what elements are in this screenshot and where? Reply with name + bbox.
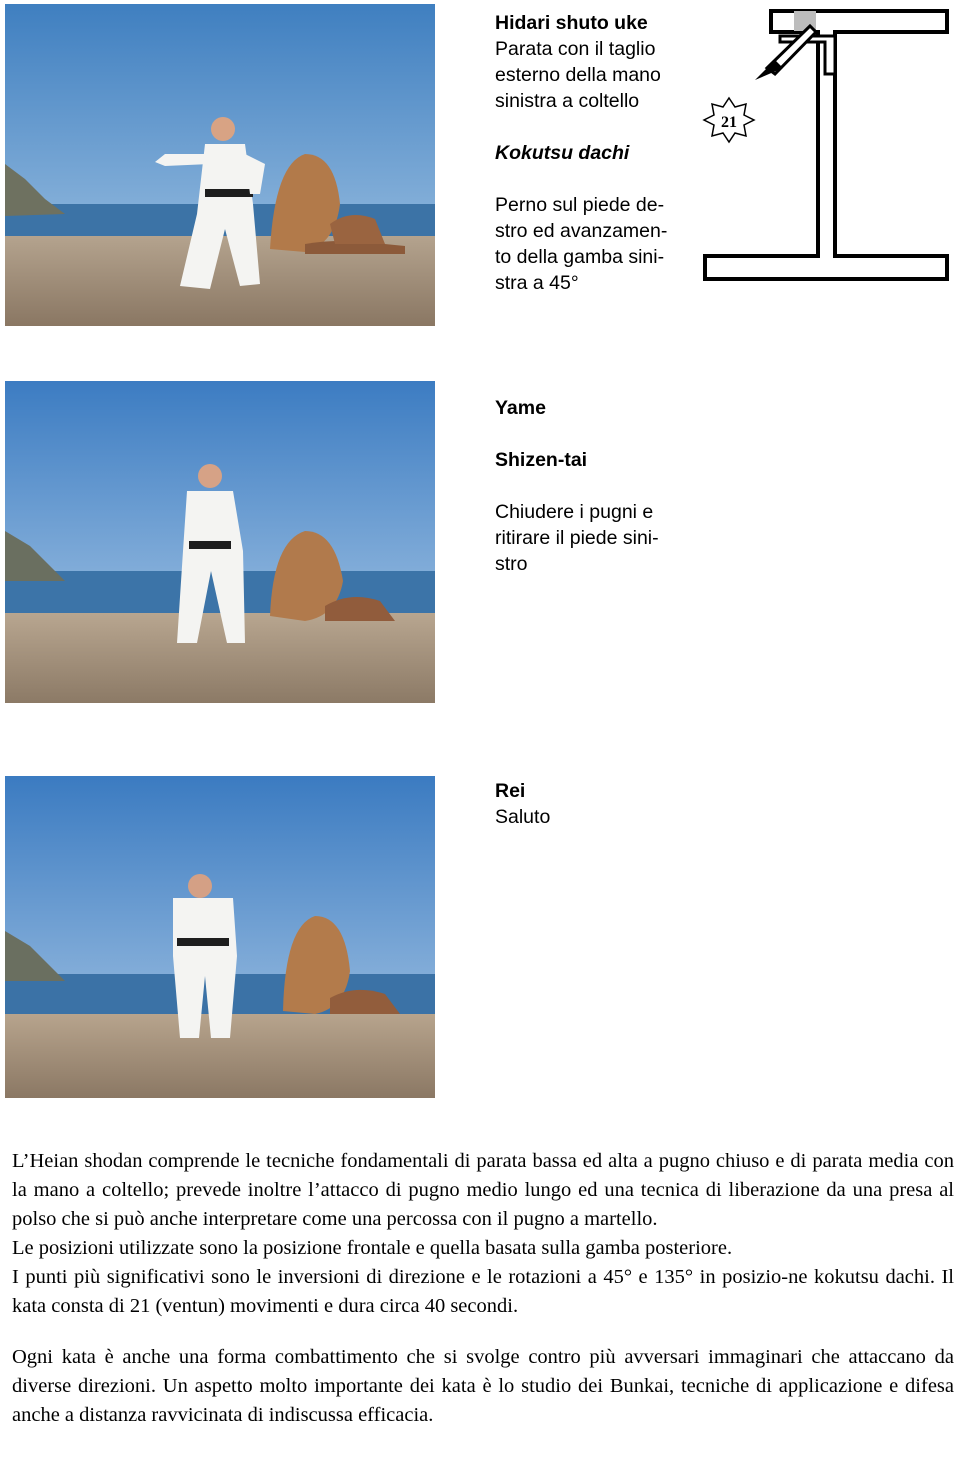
photo-rei xyxy=(5,776,435,1098)
step-1-description: Perno sul piede de-stro ed avanzamen-to della gamba sini-stra a 45° xyxy=(495,194,668,294)
paragraph-positions: Le posizioni utilizzate sono la posizione frontale e quella basata sulla gamba posteriore. xyxy=(12,1237,733,1259)
step-2-caption xyxy=(495,395,695,577)
step-1-subtitle: Parata con il taglio esterno della mano sinistra a coltello xyxy=(495,38,661,112)
paragraph-key-points: I punti più significativi sono le inversioni di direzione e le rotazioni a 45° e 135° in posizio-ne kokutsu dachi. Il kata consta di 21 (ventun) movimenti e dura circa 40 secondi. xyxy=(12,1266,954,1317)
step-3-title: Rei xyxy=(495,780,526,802)
photo-yame xyxy=(5,381,435,703)
paragraph-intro: L’Heian shodan comprende le tecniche fondamentali di parata bassa ed alta a pugno chiuso e di parata media con la mano a coltello; prevede inoltre l’attacco di pugno medio lungo ed una tecnica di liberazione da una presa al polso che si può anche interpretare come una percossa con il pugno a martello. xyxy=(12,1150,954,1230)
paragraph-combat: Ogni kata è anche una forma combattimento che si svolge contro più avversari immaginari che attaccano da diverse direzioni. Un aspetto molto importante dei kata è lo studio dei Bunkai, tecniche di applicazione e difesa anche a distanza ravvicinata di indiscussa efficacia. xyxy=(12,1346,954,1426)
step-1-caption xyxy=(495,10,695,296)
step-3-caption xyxy=(495,778,695,830)
step-2-stance: Shizen-tai xyxy=(495,449,588,471)
photo-shuto-uke xyxy=(5,4,435,326)
body-text xyxy=(12,1147,954,1430)
step-1-title: Hidari shuto uke xyxy=(495,12,648,34)
svg-text:21: 21 xyxy=(721,114,737,131)
step-number-badge xyxy=(704,98,754,142)
step-3-subtitle: Saluto xyxy=(495,806,551,828)
step-2-title: Yame xyxy=(495,397,546,419)
step-1-stance: Kokutsu dachi xyxy=(495,142,630,164)
step-2-description: Chiudere i pugni e ritirare il piede sini-stro xyxy=(495,501,659,575)
kata-diagram xyxy=(695,4,955,286)
